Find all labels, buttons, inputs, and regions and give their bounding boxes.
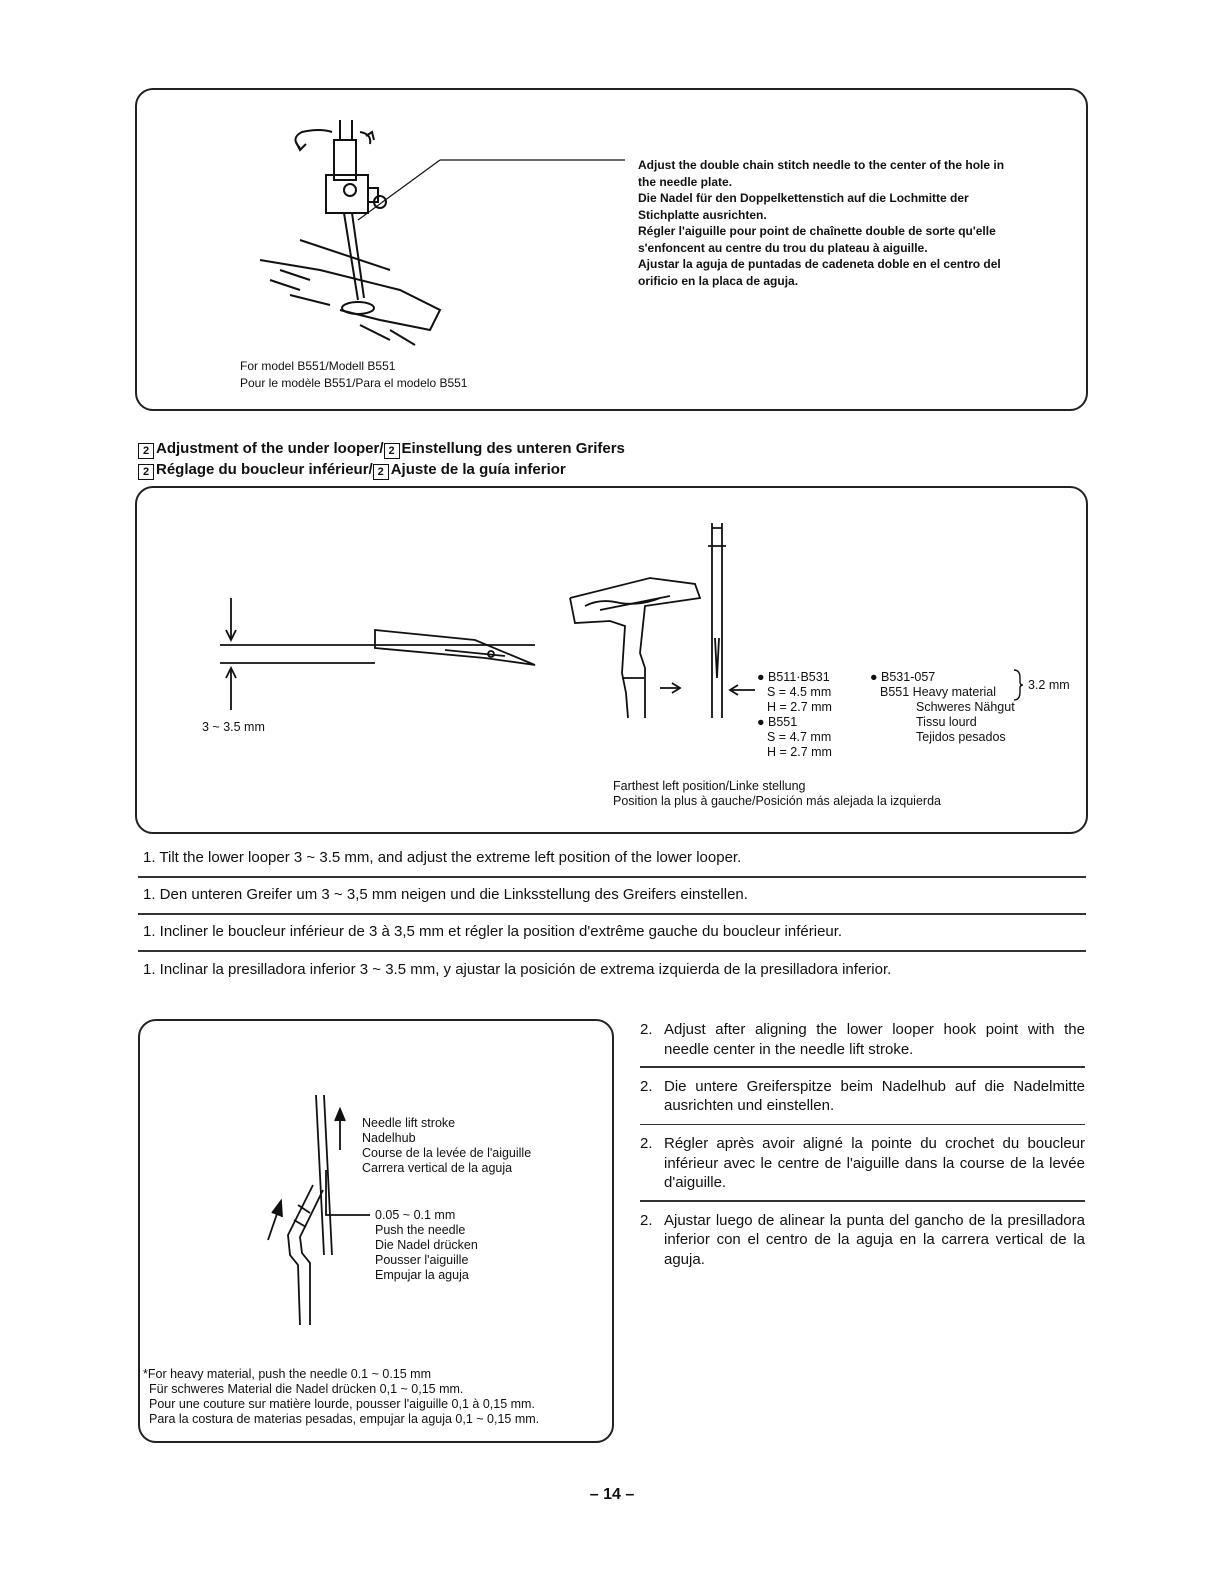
step2-en: 2. Adjust after aligning the lower looper hook point with the needle center in the needle lift stroke. — [640, 1021, 1085, 1058]
spec-right-value: 3.2 mm — [1028, 678, 1070, 692]
lift-caption: Needle lift stroke Nadelhub Course de la levée de l'aiguille Carrera vertical de la aguja — [362, 1116, 532, 1175]
step2-fr: 2. Régler après avoir aligné la pointe du crochet du boucleur inférieur avec le centre de l'aiguille dans la course de la levée d'aiguille. — [640, 1135, 1085, 1191]
position-caption: Farthest left position/Linke stellung Position la plus à gauche/Posición más alejada la izquierda — [613, 779, 941, 808]
divider — [138, 913, 1086, 915]
divider — [640, 1124, 1085, 1126]
divider — [640, 1200, 1085, 1202]
push-caption: 0.05 ~ 0.1 mm Push the needle Die Nadel drücken Pousser l'aiguille Empujar la aguja — [375, 1208, 478, 1282]
step1-en: 1. Tilt the lower looper 3 ~ 3.5 mm, and adjust the extreme left position of the lower looper. — [143, 849, 742, 866]
heavy-material-note: *For heavy material, push the needle 0.1 ~ 0.15 mm Für schweres Material die Nadel drücken 0,1 ~ 0,15 mm. Pour une couture sur matière lourde, pousser l'aiguille 0,1 à 0,15 mm. Para la costura de materias pesadas, empujar la aguja 0,1 ~ 0,15 mm. — [143, 1367, 540, 1426]
divider — [138, 876, 1086, 878]
section-number-box: 2 — [138, 443, 154, 459]
section-number-box: 2 — [373, 464, 389, 480]
section-heading-line2: 2 Réglage du boucleur inférieur/ 2 Ajuste de la guía inferior — [138, 459, 625, 480]
needle-clamp-illustration — [240, 120, 660, 350]
step1-de: 1. Den unteren Greifer um 3 ~ 3,5 mm neigen und die Linksstellung des Greifers einstellen. — [143, 886, 748, 903]
spec-brace — [1012, 668, 1024, 702]
step2-de: 2. Die untere Greiferspitze beim Nadelhub auf die Nadelmitte ausrichten und einstellen. — [640, 1077, 1085, 1114]
tilt-label: 3 ~ 3.5 mm — [202, 720, 265, 734]
step1-fr: 1. Incliner le boucleur inférieur de 3 à 3,5 mm et régler la position d'extrême gauche du boucleur inférieur. — [143, 923, 843, 940]
step2-list — [640, 1020, 1085, 1277]
divider — [138, 950, 1086, 952]
looper-position-illustration — [560, 518, 760, 723]
section-number-box: 2 — [138, 464, 154, 480]
spec-right: ● B531-057 B551 Heavy material Schweres Nähgut Tissu lourd Tejidos pesados — [870, 670, 1015, 744]
step1-es: 1. Inclinar la presilladora inferior 3 ~ 3.5 mm, y ajustar la posición de extrema izquierda de la presilladora inferior. — [143, 961, 892, 978]
spec-left: ● B511·B531 S = 4.5 mm H = 2.7 mm ● B551 S = 4.7 mm H = 2.7 mm — [757, 670, 832, 759]
step2-es: 2. Ajustar luego de alinear la punta del gancho de la presilladora inferior con el centro de la aguja en la carrera vertical de la aguja. — [640, 1211, 1085, 1268]
section-heading-line1: 2 Adjustment of the under looper/ 2 Einstellung des unteren Grifers — [138, 438, 625, 459]
figure1-caption: Adjust the double chain stitch needle to the center of the hole in the needle plate. Die Nadel für den Doppelkettenstich auf die Lochmitte der Stichplatte ausrichten. Régler l'aiguille pour point de chaînette double de sorte qu'elle s'enfoncent au centre du trou du plateau à aiguille. Ajustar la aguja de puntadas de cadeneta doble en el centro del orificio en la placa de aguja. — [638, 158, 1005, 288]
section-number-box: 2 — [384, 443, 400, 459]
figure1-model-label: For model B551/Modell B551 Pour le modèle B551/Para el modelo B551 — [240, 359, 468, 390]
looper-tilt-illustration — [215, 590, 545, 720]
section-heading — [138, 438, 625, 480]
page-number: – 14 – — [589, 1486, 635, 1503]
divider — [640, 1066, 1085, 1068]
